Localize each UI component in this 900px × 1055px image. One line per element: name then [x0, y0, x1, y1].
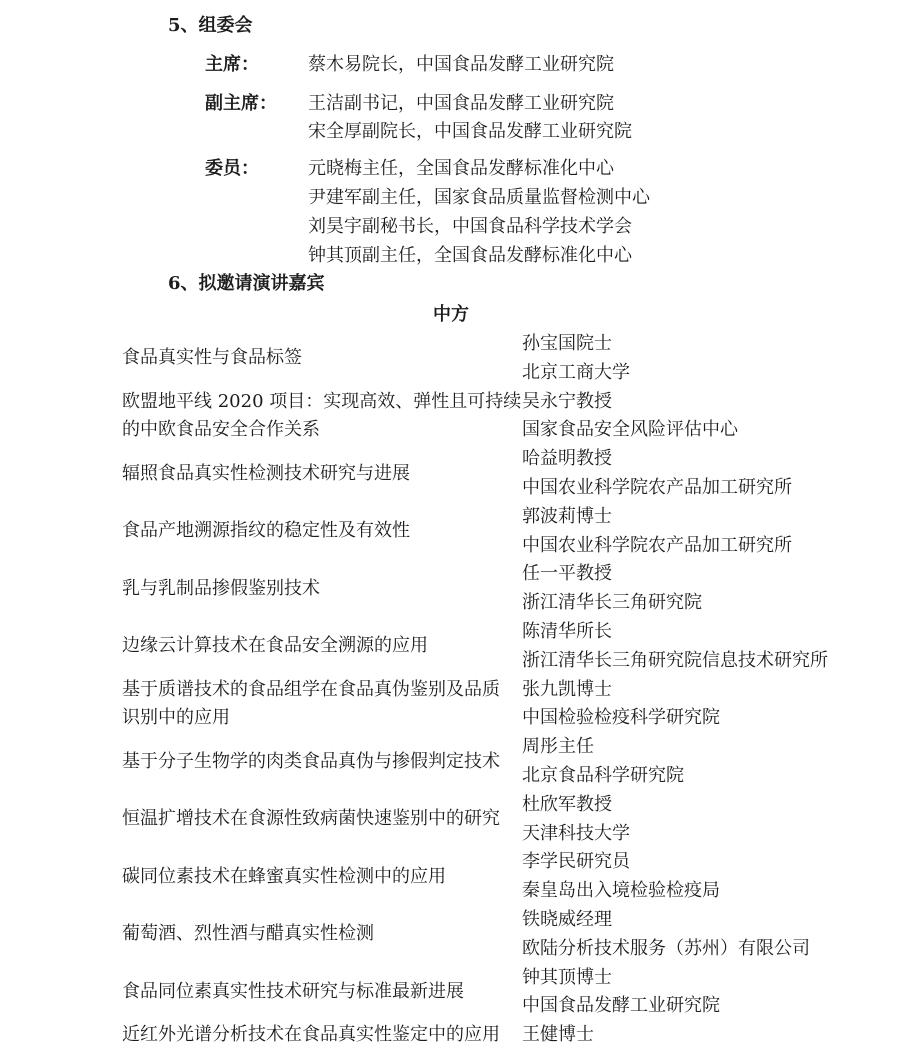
talk-topic-line: 近红外光谱分析技术在食品真实性鉴定中的应用: [122, 1024, 500, 1046]
talk-topic-line: 乳与乳制品掺假鉴别技术: [122, 577, 320, 599]
speaker-row: [122, 791, 860, 849]
role-label: 委员：: [205, 158, 259, 180]
speaker-affiliation: 天津科技大学: [522, 822, 630, 844]
committee-role-row: [122, 155, 860, 270]
speaker-cell: [522, 733, 860, 791]
talk-topic: [122, 791, 522, 849]
committee-heading: 5、组委会: [168, 15, 253, 36]
speaker-affiliation: 浙江清华长三角研究院: [522, 592, 702, 614]
speaker-name: 郭波莉博士: [522, 505, 612, 527]
role-members: [308, 155, 860, 270]
speaker-cell: [522, 676, 860, 734]
talk-topic-line: 基于质谱技术的食品组学在食品真伪鉴别及品质: [122, 678, 500, 700]
speaker-name: 李学民研究员: [522, 851, 630, 873]
speaker-row: [122, 676, 860, 734]
role-member: 蔡木易院长，中国食品发酵工业研究院: [308, 53, 614, 75]
speaker-row: [122, 388, 860, 446]
talk-topic: [122, 618, 522, 676]
speaker-name: 孙宝国院士: [522, 332, 612, 354]
talk-topic-line: 边缘云计算技术在食品安全溯源的应用: [122, 635, 428, 657]
speaker-affiliation: 中国农业科学院农产品加工研究所: [522, 476, 792, 498]
speaker-row: [122, 618, 860, 676]
speaker-cell: [522, 330, 860, 388]
speaker-row: [122, 964, 860, 1022]
speaker-name: 张九凯博士: [522, 678, 612, 700]
speaker-name: 哈益明教授: [522, 448, 612, 470]
role-member: 王洁副书记，中国食品发酵工业研究院: [308, 92, 614, 114]
speaker-name: 吴永宁教授: [522, 390, 612, 412]
talk-topic: [122, 388, 522, 446]
talk-topic: [122, 1021, 522, 1050]
speaker-cell: [522, 906, 860, 964]
speaker-row: [122, 848, 860, 906]
speaker-name: 任一平教授: [522, 563, 612, 585]
talk-topic-line: 恒温扩增技术在食源性致病菌快速鉴别中的研究: [122, 808, 500, 830]
speaker-cell: [522, 964, 860, 1022]
speaker-affiliation: 欧陆分析技术服务（苏州）有限公司: [522, 937, 810, 959]
speaker-name: 钟其顶博士: [522, 966, 612, 988]
speaker-cell: [522, 560, 860, 618]
role-label: 主席：: [205, 53, 259, 75]
speaker-row: [122, 445, 860, 503]
speaker-cell: [522, 618, 860, 676]
role-member: 刘昊宇副秘书长，中国食品科学技术学会: [308, 215, 632, 237]
role-members: [308, 51, 860, 80]
talk-topic: [122, 848, 522, 906]
speaker-cell: [522, 445, 860, 503]
speaker-cell: [522, 1021, 860, 1050]
speaker-affiliation: 秦皇岛出入境检验检疫局: [522, 880, 720, 902]
talk-topic-line: 食品产地溯源指纹的稳定性及有效性: [122, 520, 410, 542]
talk-topic: [122, 560, 522, 618]
speaker-name: 陈清华所长: [522, 620, 612, 642]
talk-topic: [122, 676, 522, 734]
speaker-row: [122, 1021, 860, 1050]
role-member: 钟其顶副主任，全国食品发酵标准化中心: [308, 244, 632, 266]
role-member: 尹建军副主任，国家食品质量监督检测中心: [308, 186, 650, 208]
talk-topic-line: 欧盟地平线 2020 项目：实现高效、弹性且可持续: [122, 390, 522, 412]
talk-topic-line: 食品同位素真实性技术研究与标准最新进展: [122, 980, 464, 1002]
committee-role-row: [122, 51, 860, 80]
speaker-cell: [522, 791, 860, 849]
speaker-affiliation: 国家食品安全风险评估中心: [522, 419, 738, 441]
talk-topic-line: 辐照食品真实性检测技术研究与进展: [122, 462, 410, 484]
talk-topic-line: 识别中的应用: [122, 707, 230, 729]
talk-topic: [122, 733, 522, 791]
talk-topic-line: 的中欧食品安全合作关系: [122, 419, 320, 441]
talk-topic: [122, 964, 522, 1022]
speaker-cell: [522, 848, 860, 906]
speaker-cell: [522, 503, 860, 561]
role-label: 副主席：: [205, 92, 277, 114]
speakers-heading: 6、拟邀请演讲嘉宾: [168, 273, 325, 295]
role-member: 元晓梅主任，全国食品发酵标准化中心: [308, 158, 614, 180]
speaker-group-title: 中方: [433, 304, 469, 326]
committee-roles: [122, 51, 860, 271]
talk-topic: [122, 906, 522, 964]
role-member: 宋全厚副院长，中国食品发酵工业研究院: [308, 121, 632, 143]
speaker-cell: [522, 388, 860, 446]
speaker-row: [122, 906, 860, 964]
speaker-affiliation: 北京食品科学研究院: [522, 764, 684, 786]
speaker-affiliation: 中国农业科学院农产品加工研究所: [522, 534, 792, 556]
speaker-row: [122, 503, 860, 561]
talk-topic: [122, 503, 522, 561]
talk-topic-line: 基于分子生物学的肉类食品真伪与掺假判定技术: [122, 750, 500, 772]
speaker-row: [122, 733, 860, 791]
speaker-affiliation: 浙江清华长三角研究院信息技术研究所: [522, 649, 828, 671]
speaker-name: 王健博士: [522, 1024, 594, 1046]
speaker-row: [122, 560, 860, 618]
speaker-name: 杜欣军教授: [522, 793, 612, 815]
talk-topic-line: 葡萄酒、烈性酒与醋真实性检测: [122, 923, 374, 945]
speaker-row: [122, 330, 860, 388]
speaker-name: 铁晓威经理: [522, 908, 612, 930]
speaker-affiliation: 北京工商大学: [522, 361, 630, 383]
speaker-name: 周彤主任: [522, 736, 594, 758]
talk-topic-line: 碳同位素技术在蜂蜜真实性检测中的应用: [122, 865, 446, 887]
talk-topic-line: 食品真实性与食品标签: [122, 347, 302, 369]
committee-role-row: [122, 90, 860, 148]
speaker-affiliation: 中国食品发酵工业研究院: [522, 995, 720, 1017]
role-members: [308, 90, 860, 148]
talk-topic: [122, 445, 522, 503]
speaker-table: [122, 330, 860, 1050]
talk-topic: [122, 330, 522, 388]
speaker-affiliation: 中国检验检疫科学研究院: [522, 707, 720, 729]
